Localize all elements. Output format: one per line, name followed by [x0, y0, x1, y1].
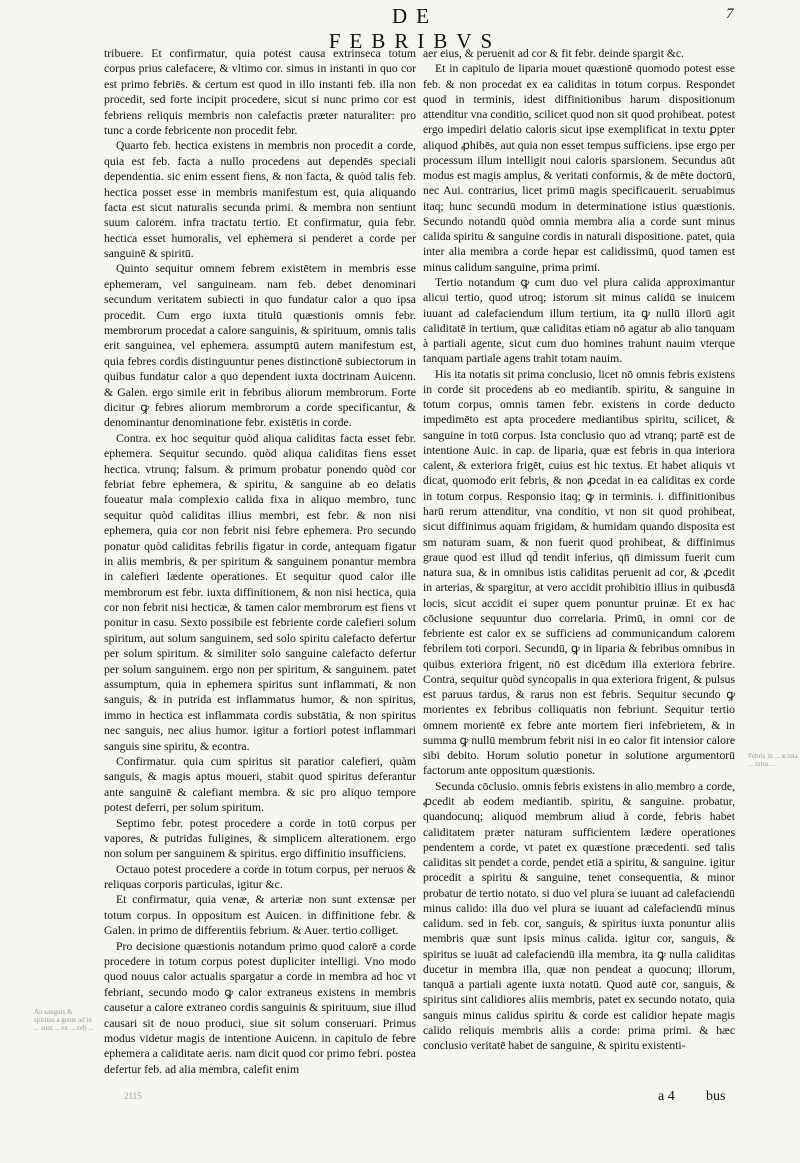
right-column	[423, 46, 735, 1054]
stray-mark: 2115	[124, 1091, 142, 1101]
paragraph: Secunda cōclusio. omnis febris existens in alio membro a corde, ꝓcedit ab eodem mediantib. spiritu, & sanguine. probatur, quandocunq; aliquod membrum aliud à corde, febris habet caliditatem præter naturam sufficientem lædere operationes pendentem a corde, vt patet ex quæstione præcedenti. sed talis caliditas sit pendet a corde, pendet etiā a spiritu, & sanguine. igitur procedit a spiritu & sanguine, tenet consequentia, & minor probatur de tertio notato. si duo vel plura se iuuant ad calefaciendū minus calido: illa duo vel plura se iuuant ad calefaciendū minus calidum. sed in feb. cor, sanguis, & spiritus iuxta ponuntur aliis membris quæ sunt ipsis minus calida. igitur cor, sanguis, & spiritus se iuuāt ad calefaciendū illa membra, ita ꝙ nulla caliditas ducetur in membra illa, quæ non pendeat a quocunq; illorum, tanquā a partiali agente iuxta notatū. Quod autē cor, sanguis, & spiritus sint calidiores aliis membris, patet ex secundo notato, quia sanguis minus calidus spiritu & corde est calidior hepate magis calido reliquis membris aliis a corde: prima primi. & hæc conclusio veritatē habet de sanguine, & spiritu existenti-	[423, 779, 735, 1053]
marginal-note-left: An sanguis & spiritus a gente ad in ... sunt ... ex ... ceb ...	[34, 1008, 94, 1032]
paragraph: His ita notatis sit prima conclusio, licet nō omnis febris existens in corde sit procedens ab eo mediantib. spiritu, & sanguine in totum corpus, omnis tamen febr. existens in corde deducto impedimēto est apta procedere mediantibus spiritu, scilicet, & sanguine in totū corpus. Ista conclusio quo ad vtranq; partē est de intentione Auic. in cap. de liparia, quæ est febris in qua interiora calent, & exteriora frigēt, cuius est hic textus. Et habet aliquis vt dicat, quomodo erit febris, & non ꝓcedat in ea caliditas ex corde in totum corpus. Responsio itaq; ꝙ in terminis. i. diffinitionibus harū rerum attenditur, vna conditio, vt non sit quod prohibeat, sicut diffinimus aquam frigidam, & humidam quando disposita est sm naturam suam, & non fuerit quod prohibeat, & diffinimus graue quod est illud qd̄ tendit inferius, qn̄ dimissum fuerit cum natura sua, & in omnibus istis caliditas peruenit ad cor, & ꝓcedit in arterias, & spargitur, at vero accidit prohibitio illius in quibusdā locis, sicut accidit ei super quem ponuntur pruinæ. Et ex hac cōclusione sequuntur duo correlaria. Primū, in omni cor de febriente est calor ex se sufficiens ad communicandum calorem febrilem toti corpori. Secundū, ꝙ in liparia & febribus omnibus in quibus exteriora frigent, nō est dicēdum illa exteriora febrire. Contra, sequitur quòd syncopalis in qua exteriora frigent, & pulsus est paruus tardus, & rarus non est febris. Sequitur secundo ꝙ morientes ex febribus colliquatis non febriunt. Sequitur tertio omnem morientē ex febre ante mortem fieri infebrietem, & in summa ꝙ nullū membrum febrit nisi in eo calor fit intensior calore sibi debito. Horum solutio ponetur in solutione argumentorū factorum ante oppositum quæstionis.	[423, 367, 735, 778]
paragraph: Contra. ex hoc sequitur quòd aliqua caliditas facta esset febr. ephemera. Sequitur secundo. quòd aliqua caliditas fiens esset hectica. vtrunq; falsum. & primum probatur ponendo quòd cor febriat febre ephemera, & spiritu, & sanguine ab eo delatis foueatur mala complexio calida fixa in aliquo membro, tunc sequitur quòd caliditas illius membri, est febr. & non nisi ephemera, quia cor non febrit nisi febre ephemera. Pro secundo ponatur quòd caliditas febrilis figatur in corde, antequam figatur in aliis membris, & per spiritum & sanguinem ponantur membra in calefieri lædente operationes. Et sequitur quod calor ille membrorum est febr. iuxta diffinitionem, & non nisi hectica, quia cor non febrit nisi hecticæ, & tamen calor membrorum est fiens vt ponitur in casu. Sexto possibile est febriente corde calefieri solum spiritum, aut solum sanguinem, sed solo spiritu calefacto defertur per solum spiritum. & similiter solo sanguine calefacto defertur per solum sanguinem. ergo non per spiritum, & sanguinem. patet assumptum, quia in ephemera spiritus sunt inflammati, & non sanguis, & in putrida est inflammatus humor, & non spiritus, immo in hectica est inflammata cordis substātia, & non spiritus nec sanguis, nec alius humor. igitur a fortiori potest inflammari sanguis sine spiritu, & econtra.	[104, 431, 416, 753]
paragraph: Pro decisione quæstionis notandum primo quod calorē a corde procedere in totum corpus potest dupliciter intelligi. Vno modo quod nouus calor actualis spargatur a corde in membra ad hoc vt febriant, secundo modo ꝙ calor extraneus existens in membris causetur a calore extraneo cordis sanguinis & spirituum, siue illud causari sit de nouo produci, siue sit solum conseruari. Primus modus videtur magis de intentione Auicenn. in capitulo de febre ephemera a caliditate aeris. nam dicit quod cor primo febri. postea defertur feb. ad alia membra, calefit enim	[104, 939, 416, 1076]
catchword: bus	[706, 1089, 726, 1104]
paragraph: Et confirmatur, quia venæ, & arteriæ non sunt extensæ per totum corpus. In oppositum est Auicen. in diffinitione febr. & Galen. in primo de differentiis febrium. & Auer. tertio colliget.	[104, 893, 416, 938]
running-title: DE FEBRIBVS	[328, 4, 502, 53]
page-footer	[0, 1089, 800, 1113]
running-head	[0, 4, 800, 53]
marginal-note-right: Febris in ... sciuta ... intus ...	[748, 752, 798, 768]
paragraph: Et in capitulo de liparia mouet quæstionē quomodo potest esse feb. & non procedat ex ea caliditas in totum corpus. Respondet quod in terminis, idest diffinitionibus harum dispositionum attenditur vna conditio, scilicet quod non sit quod prohibeat. potest ergo impediri delatio caloris sicut ipse exemplificat in textu ꝑpter aliquod ꝓhibēs, aut quia non esset tempus sufficiens. ipse ergo per processum illum intelligit noui caloris sparsionem. Secundus aūt modus est magis amplus, & veritati conformis, & de mēte doctorū, nec Aui. contrarius, licet primū magis specificauerit. seruabimus itaq; hunc secundū modum in determinatione istius quæstionis. Secundo notandū quòd omnia membra alia a corde sunt minus calida spiritu & sanguine cordis in naturali dispositione. patet, quia inter alia membra a corde hepar est calidissimū, quod tamen est minus calidum sanguine, prima primi.	[423, 62, 735, 274]
paragraph: Tertio notandum ꝙ cum duo vel plura calida approximantur alicui tertio, quod utroq; istorum sit minus calidū se inuicem iuuant ad calefaciendum illum tertium, ita ꝙ nullū illorū agit caliditatē in tertium, quæ caliditas etiam nō agatur ab alio tanquam à partiali agente, sicut cum duo homines trahunt nauim vterque tanquam partiale agens trahit totam nauim.	[423, 275, 735, 366]
paragraph: Septimo febr. potest procedere a corde in totū corpus per vapores, & putridas fuligines, & simplicem alterationem. ergo non solum per sanguinem & spiritus. ergo diffinitio insufficiens.	[104, 816, 416, 861]
paragraph: Quinto sequitur omnem febrem existētem in membris esse ephemeram, vel sanguineam. nam feb. debet denominari secundum veritatem subiecti in quo fundatur calor a quo ipsa procedit. Cum ergo iuxta titulū quæstionis omnis febr. membrorum procedat a calore sanguinis, & spirituum, omnis talis erit sanguinea, vel ephemera. assumptū autem manifestum est, quia febres cordis distinguuntur penes distinctionē subiectorum in quibus fundatur calor a quo dependent iuxta doctrinam Auicenn. & Galen. ergo simile erit in febribus aliorum membrorum. Forte dicitur ꝙ febres aliorum membrorum a corde specificantur, & denominantur denominatione febr. existētis in corde.	[104, 262, 416, 430]
paragraph: tribuere. Et confirmatur, quia potest causa extrinseca totum corpus prius calefacere, & vltimo cor. simus in instanti in quo cor est primo febriēs. & certum est quod in illo instanti feb. illa non procedit, sed forte incipit procedere, sicut si nunc primo cor est febriens reliquis membris non calefactis præter naturaliter: pro tunc a corde febricente non procedit febr.	[104, 47, 416, 137]
paragraph: Quarto feb. hectica existens in membris non procedit a corde, quia est feb. facta a nullo procedens aut dependēs speciali dependentia. sic enim essent fiens, & non facta, & quòd talis feb. hectica posset esse in membris manifestum est, quia aliquando facta est sicut naturalis secunda primi. & membra non sentiunt suum calorem. infra tractatu tertio. Et confirmatur, quia febr. hectica esset humoralis, vel ephemera si penderet a corde per sanguinē & spiritū.	[104, 139, 416, 261]
paragraph: Octauo potest procedere a corde in totum corpus, per neruos & reliquas corporis particulas, igitur &c.	[104, 862, 416, 892]
signature-mark: a 4	[658, 1089, 675, 1104]
paragraph: Confirmatur. quia cum spiritus sit paratior calefieri, quàm sanguis, & magis aptus moueri, stabit quod spiritus deferantur ante sanguinē & calefiant membra. & sic pro aliquo tempore potest deferri, per solum spiritum.	[104, 754, 416, 815]
left-column	[104, 46, 416, 1077]
paragraph: aer eius, & peruenit ad cor & fit febr. deinde spargit &c.	[423, 47, 684, 60]
folio-number: 7	[726, 6, 734, 22]
